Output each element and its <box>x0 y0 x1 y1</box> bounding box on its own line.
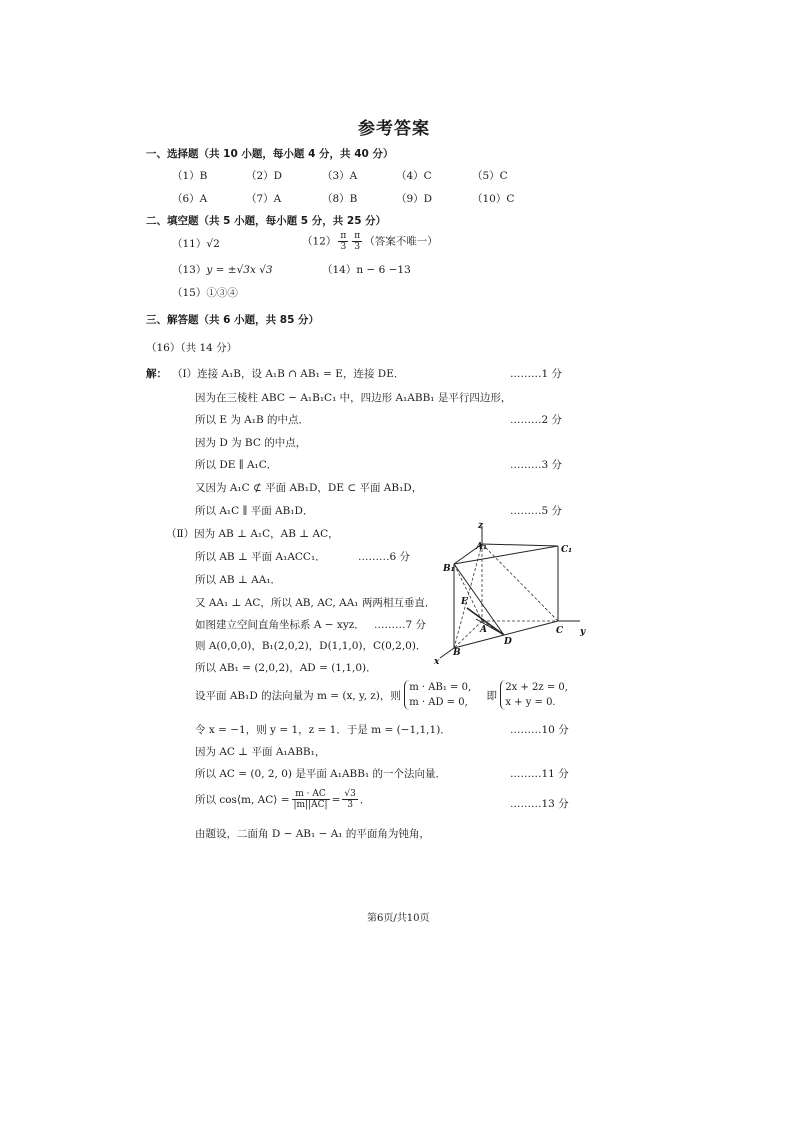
q11-label: （11） <box>172 238 207 250</box>
solution-line-1: （Ⅰ）连接 A₁B，设 A₁B ∩ AB₁ = E，连接 DE． <box>172 368 405 380</box>
sqrt3-fraction: $\frac{√3}{3}$ <box>344 789 356 810</box>
axis-x-label: x <box>434 657 440 667</box>
solution-line-11: 又 AA₁ ⊥ AC，所以 AB, AC, AA₁ 两两相互垂直． <box>195 597 436 609</box>
point-b1-label: B₁ <box>443 564 455 574</box>
fill-answer-12 <box>302 231 438 252</box>
point-a-label: A <box>480 625 487 635</box>
score-1: ………1 分 <box>510 368 563 380</box>
fill-answer-13 <box>172 262 273 277</box>
q14-label: （14） <box>322 264 357 276</box>
solution-line-8: （Ⅱ）因为 AB ⊥ A₁C，AB ⊥ AC， <box>166 528 339 540</box>
solution-line-19: 所以 cos⟨m, AC⟩ = $\frac{m \cdot AC}{|m||AC|}$ = $\frac{√3}{3}$ ． <box>195 789 371 810</box>
normal-vector-text: 设平面 AB₁D 的法向量为 m = (x, y, z)，则 <box>195 689 401 702</box>
score-5: ………5 分 <box>510 505 563 517</box>
point-a1-label: A₁ <box>476 542 487 552</box>
answer-8: （8）B <box>322 193 358 205</box>
score-11: ………11 分 <box>510 768 569 780</box>
equation-system-2: 2x + 2z = 0, x + y = 0. <box>500 680 568 710</box>
solution-line-2: 因为在三棱柱 ABC − A₁B₁C₁ 中，四边形 A₁ABB₁ 是平行四边形， <box>195 392 512 404</box>
solution-label: 解： <box>146 368 167 380</box>
answer-5: （5）C <box>472 170 508 182</box>
solution-line-17: 因为 AC ⊥ 平面 A₁ABB₁， <box>195 746 326 758</box>
q11-value: √2 <box>206 238 220 250</box>
solution-line-10: 所以 AB ⊥ AA₁． <box>195 574 282 586</box>
cos-fraction: $\frac{m \cdot AC}{|m||AC|}$ <box>293 789 328 810</box>
score-7: ………7 分 <box>374 619 427 631</box>
answer-9: （9）D <box>396 193 433 205</box>
solution-line-5: 所以 DE ∥ A₁C． <box>195 459 278 471</box>
q12-fraction-2: $\frac{\pi}{3}$ <box>354 231 361 252</box>
point-e-label: E <box>461 597 468 607</box>
axis-y-label: y <box>580 627 586 637</box>
score-2: ………2 分 <box>510 414 563 426</box>
score-6: ………6 分 <box>358 551 411 563</box>
q14-value: n − 6 −13 <box>356 264 411 276</box>
solution-line-18: 所以 AC = (0, 2, 0) 是平面 A₁ABB₁ 的一个法向量． <box>195 768 447 780</box>
page-footer: 第6页/共10页 <box>367 913 430 924</box>
q13-value: y = ±√3x √3 <box>206 264 273 276</box>
answer-10: （10）C <box>472 193 515 205</box>
q15-value: ①③④ <box>206 287 238 299</box>
answer-4: （4）C <box>396 170 432 182</box>
section-3-heading: 三、解答题（共 6 小题，共 85 分） <box>146 314 320 326</box>
page-title: 参考答案 <box>358 119 430 139</box>
q12-note: （答案不唯一） <box>364 235 438 248</box>
point-b-label: B <box>453 648 461 658</box>
solution-line-4: 因为 D 为 BC 的中点， <box>195 437 307 449</box>
solution-line-6: 又因为 A₁C ⊄ 平面 AB₁D，DE ⊂ 平面 AB₁D， <box>195 482 423 494</box>
section-1-heading: 一、选择题（共 10 小题，每小题 4 分，共 40 分） <box>146 148 394 160</box>
q12-label: （12） <box>302 235 337 248</box>
q12-fraction-1: $\frac{\pi}{3}$ <box>340 231 347 252</box>
solution-line-16: 令 x = −1，则 y = 1，z = 1．于是 m = (−1,1,1)． <box>195 724 451 736</box>
equation-system-1: m · AB₁ = 0, m · AD = 0, <box>404 680 471 710</box>
prism-figure <box>430 518 590 668</box>
fill-answer-15 <box>172 285 238 300</box>
solution-line-3: 所以 E 为 A₁B 的中点． <box>195 414 310 426</box>
question-16-heading: （16）（共 14 分） <box>146 342 238 354</box>
axis-z-label: z <box>478 521 484 531</box>
solution-line-14: 所以 AB₁ = (2,0,2)，AD = (1,1,0)． <box>195 662 377 674</box>
point-d-label: D <box>504 637 512 647</box>
section-2-heading: 二、填空题（共 5 小题，每小题 5 分，共 25 分） <box>146 215 387 227</box>
solution-line-13: 则 A(0,0,0)，B₁(2,0,2)，D(1,1,0)，C(0,2,0)． <box>195 640 427 652</box>
solution-line-20: 由题设，二面角 D − AB₁ − A₁ 的平面角为钝角， <box>195 828 430 840</box>
solution-line-9: 所以 AB ⊥ 平面 A₁ACC₁． <box>195 551 326 563</box>
answer-2: （2）D <box>246 170 283 182</box>
q15-label: （15） <box>172 287 207 299</box>
point-c-label: C <box>556 626 564 636</box>
score-13: ………13 分 <box>510 798 569 810</box>
solution-line-7: 所以 A₁C ∥ 平面 AB₁D． <box>195 505 314 517</box>
answer-6: （6）A <box>172 193 208 205</box>
answer-3: （3）A <box>322 170 358 182</box>
solution-line-15 <box>195 680 568 710</box>
fill-answer-14 <box>322 262 411 277</box>
score-10: ………10 分 <box>510 724 569 736</box>
fill-answer-11 <box>172 236 220 251</box>
answer-1: （1）B <box>172 170 208 182</box>
answer-7: （7）A <box>246 193 282 205</box>
point-c1-label: C₁ <box>561 545 573 555</box>
solution-line-12: 如图建立空间直角坐标系 A − xyz． <box>195 619 365 631</box>
ji-text: 即 <box>486 689 497 702</box>
score-3: ………3 分 <box>510 459 563 471</box>
q13-label: （13） <box>172 264 207 276</box>
